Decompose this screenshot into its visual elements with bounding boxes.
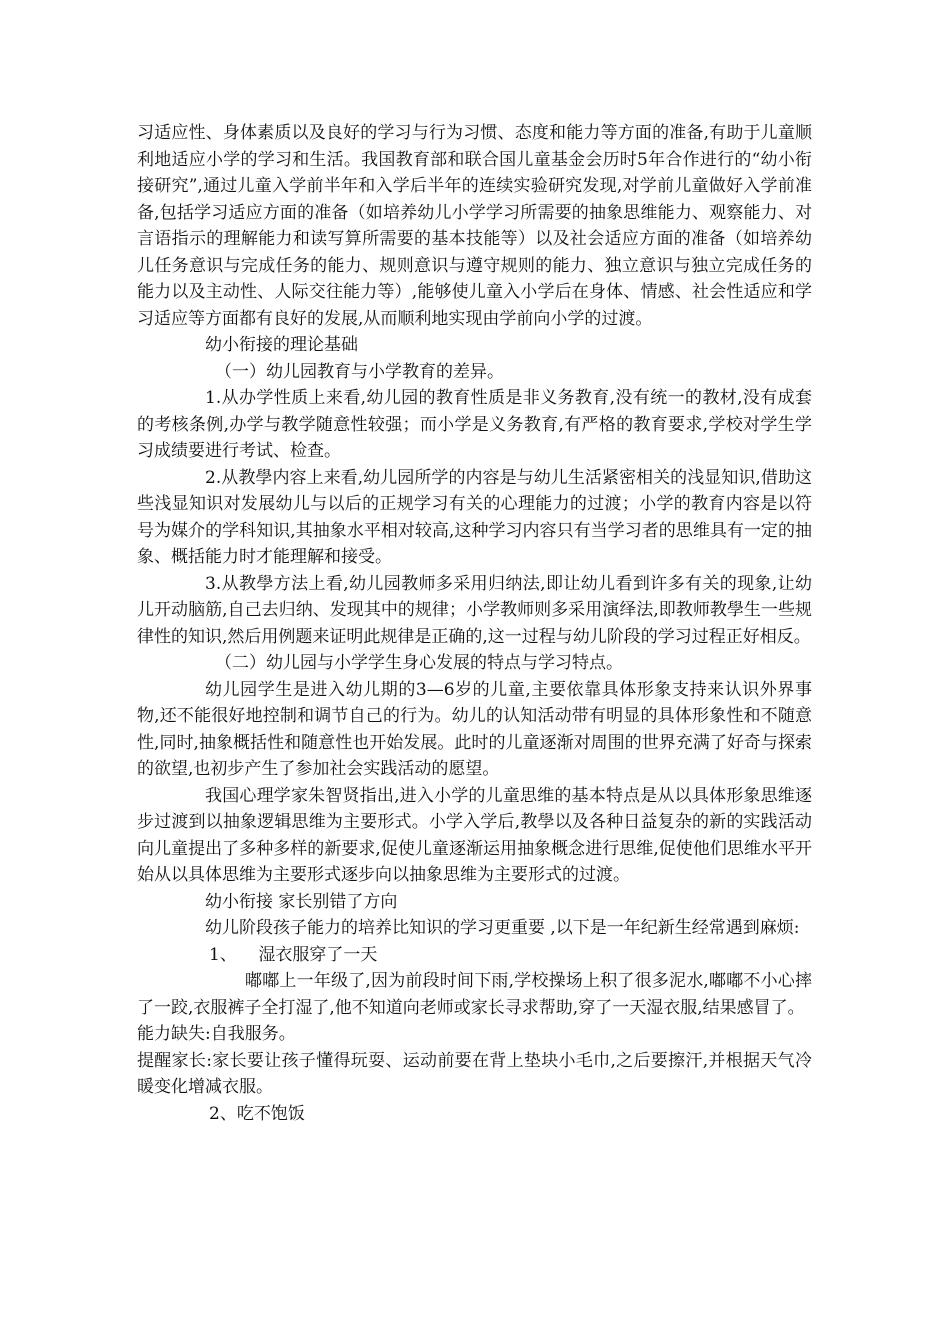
paragraph-ability-importance: 幼儿阶段孩子能力的培养比知识的学习更重要 ,以下是一年纪新生经常遇到麻烦: bbox=[205, 918, 800, 938]
paragraph-psychologist: 我国心理学家朱智贤指出,进入小学的儿童思维的基本特点是从以具体形象思维逐步过渡到以抽象逻辑思维为主要形式。小学入学后,教學以及各种日益复杂的新的实践活动向儿童提出了多种多样的新要求,促使儿童逐渐运用抽象概念进行思维,促使他们思维水平开始从以具体思维为主要形式逐步向以抽象思维为主要形式的过渡。 bbox=[137, 785, 812, 885]
paragraph-point-2: 2.从教學内容上来看,幼儿园所学的内容是与幼儿生活紧密相关的浅显知识,借助这些浅显知识对发展幼儿与以后的正规学习有关的心理能力的过渡；小学的教育内容是以符号为媒介的学科知识,其抽象水平相对较高,这种学习内容只有当学习者的思维具有一定的抽象、概括能力时才能理解和接受。 bbox=[137, 467, 812, 567]
list-item-2-title: 2、吃不饱饭 bbox=[209, 1103, 305, 1124]
paragraph-ability-missing: 能力缺失:自我服务。 bbox=[137, 1024, 296, 1044]
list-item-1-title: 1、 湿衣服穿了一天 bbox=[209, 944, 378, 965]
subheading-characteristics: （二）幼儿园与小学学生身心发展的特点与学习特点。 bbox=[215, 653, 623, 673]
paragraph-parent-reminder: 提醒家长:家长要让孩子懂得玩耍、运动前要在背上垫块小毛巾,之后要擦汗,并根据天气冷暖变化增减衣服。 bbox=[137, 1050, 812, 1097]
paragraph-intro-continued: 习适应性、身体素质以及良好的学习与行为习惯、态度和能力等方面的准备,有助于儿童顺利地适应小学的学习和生活。我国教育部和联合国儿童基金会历时5年合作进行的“幼小衔接研究”,通过儿童入学前半年和入学后半年的连续实验研究发现,对学前儿童做好入学前准备,包括学习适应方面的准备（如培养幼儿小学学习所需要的抽象思维能力、观察能力、对言语指示的理解能力和读写算所需要的基本技能等）以及社会适应方面的准备（如培养幼儿任务意识与完成任务的能力、规则意识与遵守规则的能力、独立意识与独立完成任务的能力以及主动性、人际交往能力等）,能够使儿童入小学后在身体、情感、社会性适应和学习适应等方面都有良好的发展,从而顺利地实现由学前向小学的过渡。 bbox=[137, 123, 812, 329]
paragraph-kindergarten-children: 幼儿园学生是进入幼儿期的3—6岁的儿童,主要依靠具体形象支持来认识外界事物,还不能很好地控制和调节自己的行为。幼儿的认知活动带有明显的具体形象性和不随意性,同时,抽象概括性和随意性也开始发展。此时的儿童逐渐对周围的世界充满了好奇与探索的欲望,也初步产生了参加社会实践活动的愿望。 bbox=[137, 679, 812, 779]
subheading-differences: （一）幼儿园教育与小学教育的差异。 bbox=[215, 361, 504, 382]
section-heading-parents: 幼小衔接 家长别错了方向 bbox=[205, 891, 398, 912]
document-page bbox=[137, 120, 812, 1127]
section-heading-theory: 幼小衔接的理论基础 bbox=[205, 335, 358, 355]
paragraph-point-1: 1.从办学性质上来看,幼儿园的教育性质是非义务教育,没有统一的教材,没有成套的考核条例,办学与教学随意性较强；而小学是义务教育,有严格的教育要求,学校对学生学习成绩要进行考试、检查。 bbox=[137, 388, 812, 461]
paragraph-point-3: 3.从教學方法上看,幼儿园教师多采用归纳法,即让幼儿看到许多有关的现象,让幼儿开动脑筋,自己去归纳、发现其中的规律；小学教师则多采用演绎法,即教师教學生一些规律性的知识,然后用例题来证明此规律是正确的,这一过程与幼儿阶段的学习过程正好相反。 bbox=[137, 573, 812, 647]
paragraph-dudu-story: 嘟嘟上一年级了,因为前段时间下雨,学校操场上积了很多泥水,嘟嘟不小心摔了一跤,衣服裤子全打湿了,他不知道向老师或家长寻求帮助,穿了一天湿衣服,结果感冒了。 bbox=[137, 971, 812, 1018]
